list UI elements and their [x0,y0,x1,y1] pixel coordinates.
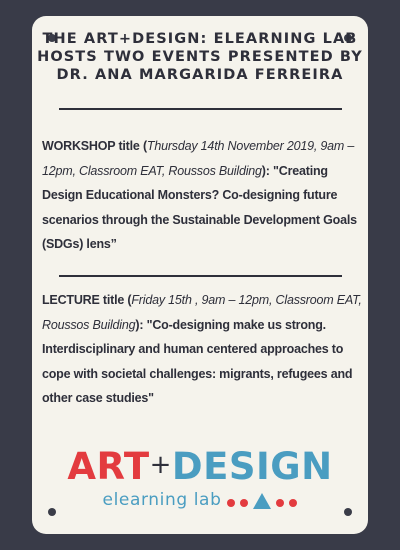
lecture-section [42,288,364,411]
workshop-close: ): [261,163,270,178]
workshop-title: "Creating Design Educational Monsters? Co-designing future scenarios through the Sustainable Development Goals (SDGs) lens” [42,163,357,251]
lecture-label: LECTURE title ( [42,293,132,307]
divider [59,108,342,110]
logo-subline [32,490,368,510]
logo-sub-text: elearning lab [102,490,222,510]
divider [59,275,342,277]
lecture-close: ): [135,317,144,332]
red-dot-icon [240,499,248,507]
logo-plus: + [149,450,172,480]
lecture-details: Friday 15th , 9am – 12pm, Classroom EAT, Roussos Building [42,293,362,332]
lecture-title: "Co-designing make us strong. Interdisciplinary and human centered approaches to cope with societal challenges: migrants, refugees and other case studies" [42,317,353,405]
red-dot-icon [289,499,297,507]
red-dot-icon [227,499,235,507]
workshop-section [42,134,364,257]
event-card [32,16,368,534]
art-design-logo [32,444,368,510]
logo-design: DESIGN [171,445,333,488]
blue-triangle-icon [253,493,271,509]
logo-wordmark [67,444,332,488]
workshop-details: Thursday 14th November 2019, 9am – 12pm, Classroom EAT, Roussos Building [42,139,355,178]
workshop-label: WORKSHOP title ( [42,139,147,153]
logo-marks [227,490,297,510]
red-dot-icon [276,499,284,507]
logo-art: ART [67,445,150,488]
page-title: THE ART+DESIGN: ELEARNING LAB HOSTS TWO EVENTS PRESENTED BY DR. ANA MARGARIDA FERREIRA [37,31,363,83]
